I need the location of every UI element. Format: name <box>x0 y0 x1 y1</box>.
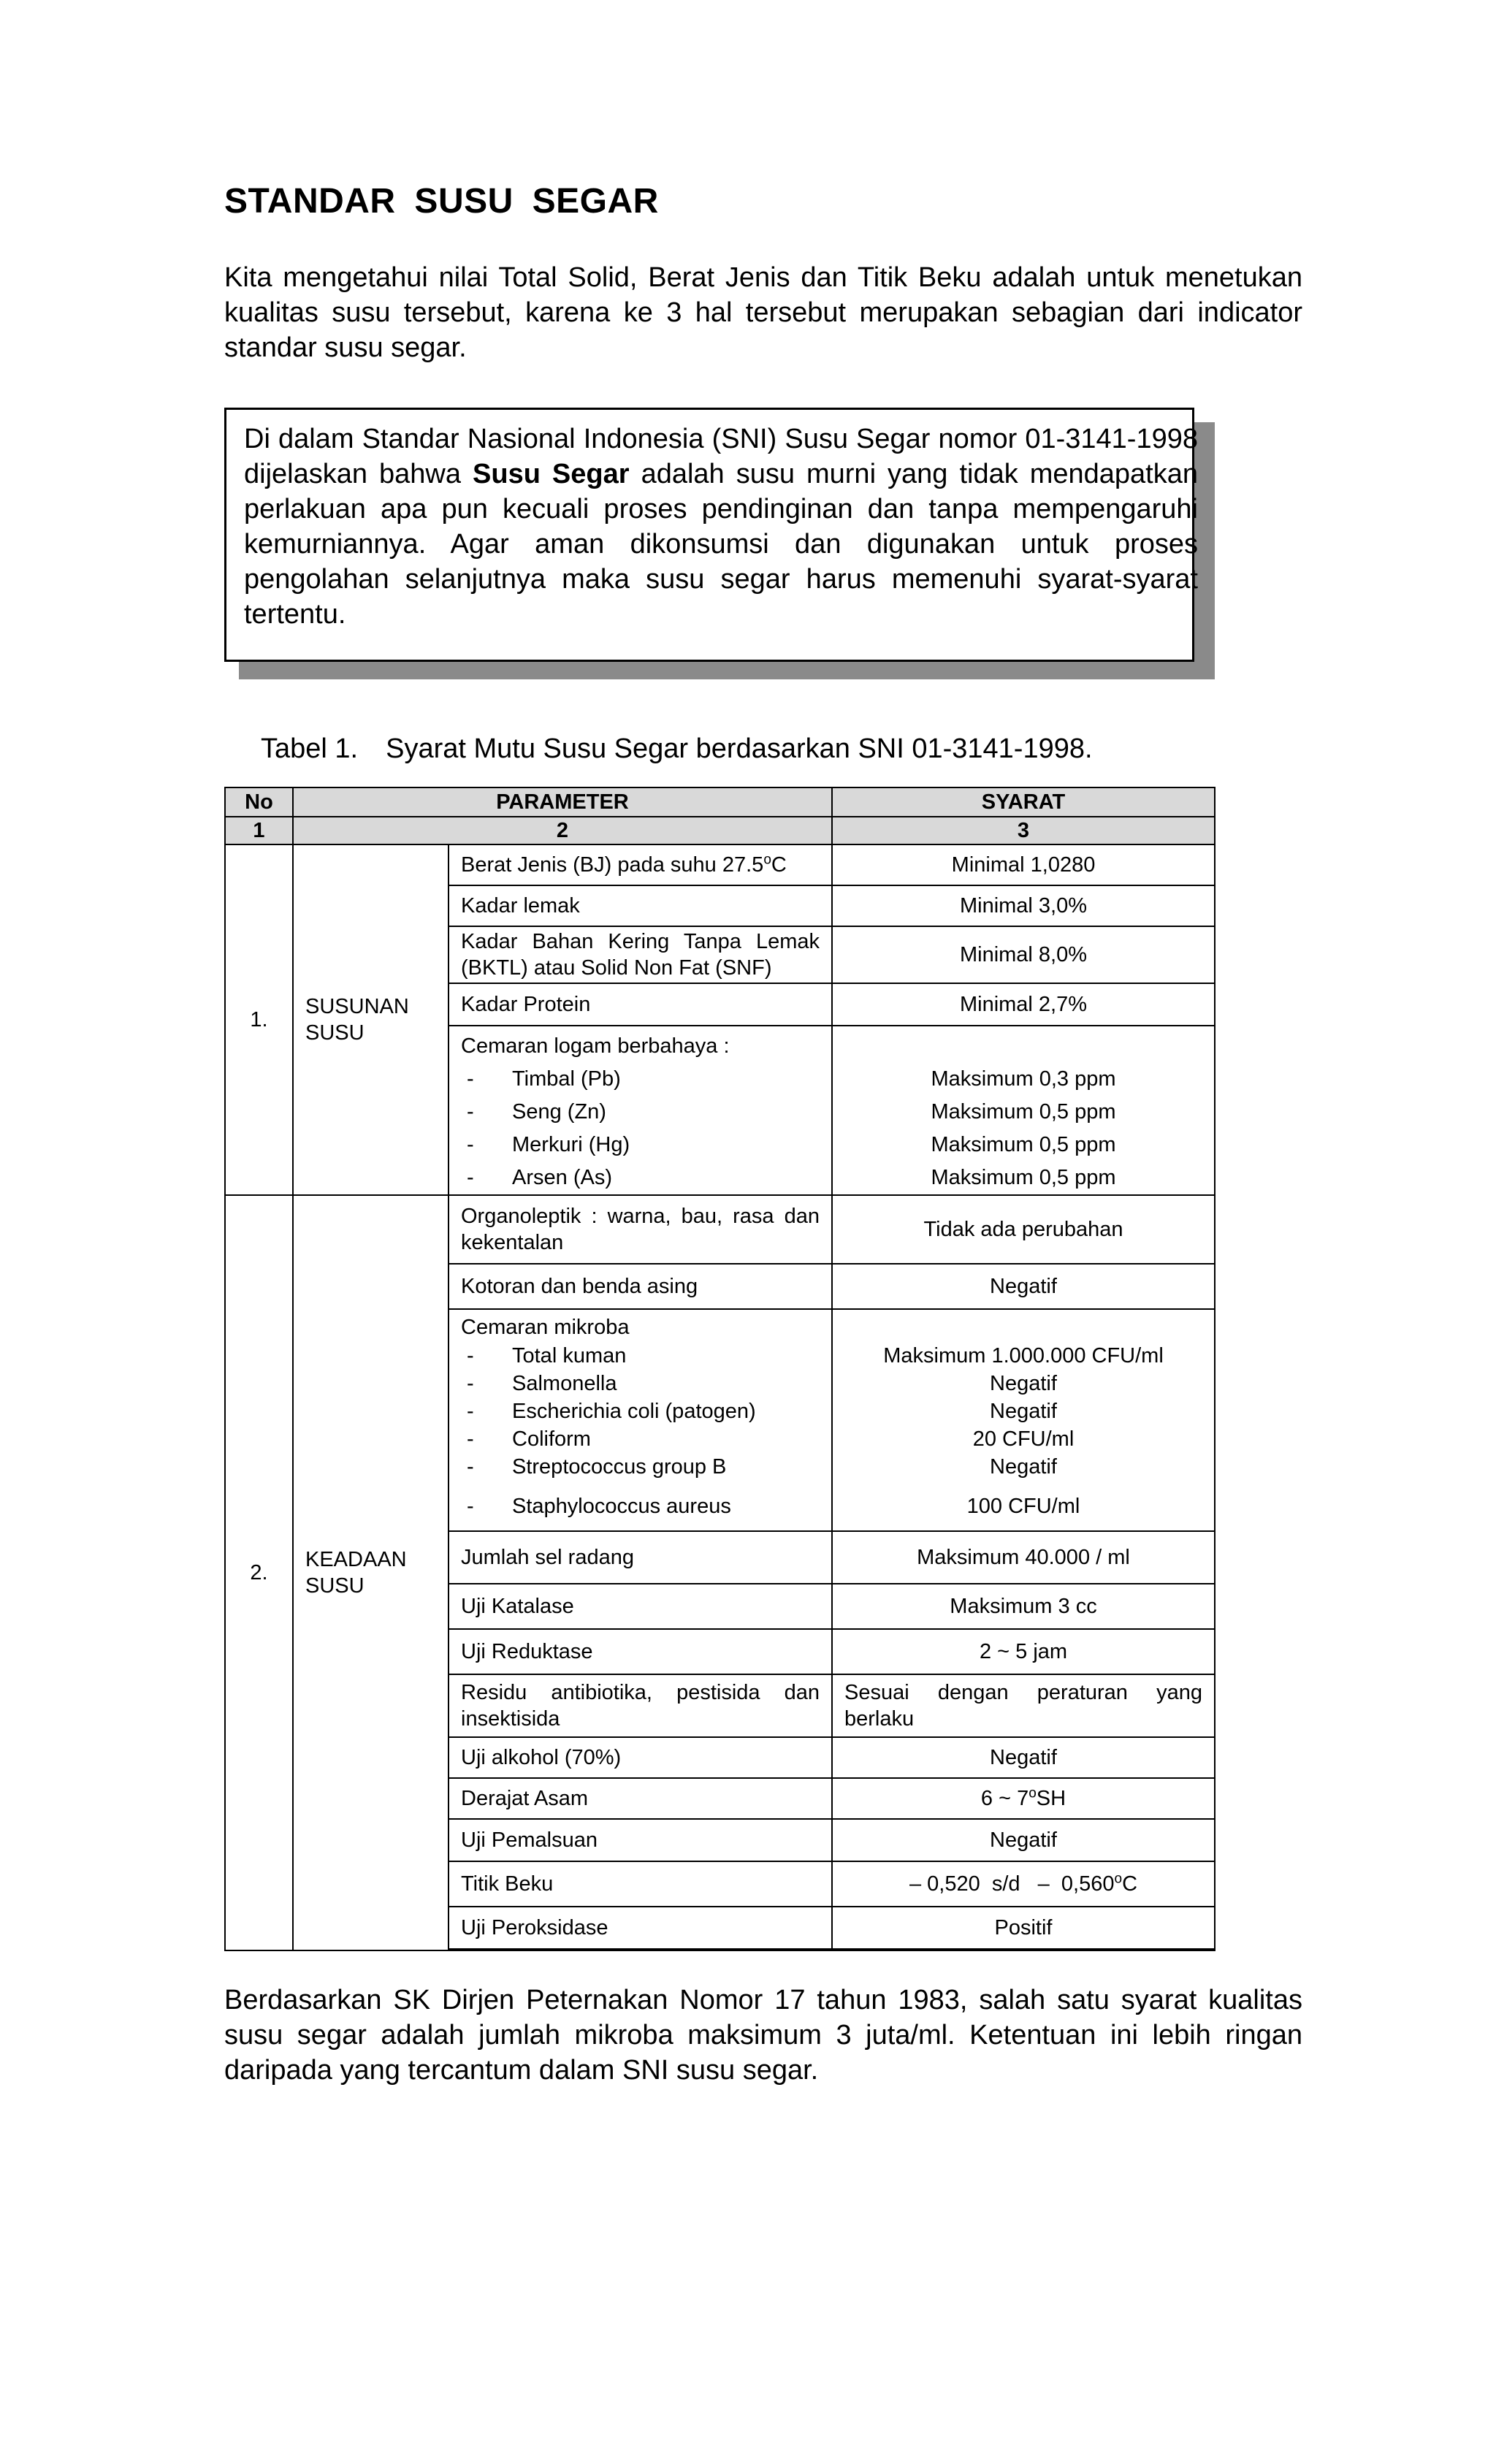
parameter-cell: Uji Katalase <box>449 1584 832 1629</box>
group-number: 1. <box>225 844 293 1195</box>
page-title: STANDAR SUSU SEGAR <box>224 182 659 221</box>
definition-text: Di dalam Standar Nasional Indonesia (SNI) Susu Segar nomor 01-3141-1998 dijelaskan bahwa Susu Segar adalah susu murni yang tidak mendapatkan perlakuan apa pun kecuali proses pendinginan dan tanpa mempengaruhi kemurniannya. Agar aman dikonsumsi dan digunakan untuk proses pengolahan selanjutnya maka susu segar harus memenuhi syarat-syarat tertentu. <box>244 424 1199 630</box>
list-item: - Total kuman <box>467 1344 627 1368</box>
syarat-cell: Maksimum 40.000 / ml <box>832 1531 1215 1584</box>
group-number: 2. <box>225 1195 293 1950</box>
column-number-1: 1 <box>225 817 293 844</box>
parameter-cell: Kotoran dan benda asing <box>449 1264 832 1309</box>
parameter-cell: Uji Pemalsuan <box>449 1819 832 1861</box>
syarat-cell: Minimal 3,0% <box>832 885 1215 926</box>
list-item: - Arsen (As) <box>467 1166 612 1189</box>
list-item: - Merkuri (Hg) <box>467 1133 630 1156</box>
parameter-cell: Titik Beku <box>449 1861 832 1907</box>
header-no: No <box>225 787 293 817</box>
intro-paragraph: Kita mengetahui nilai Total Solid, Berat Jenis dan Titik Beku adalah untuk menetukan kualitas susu tersebut, karena ke 3 hal tersebut merupakan sebagian dari indicator standar susu segar. <box>224 262 1302 363</box>
syarat-cell: Maksimum 3 cc <box>832 1584 1215 1629</box>
syarat-cell: Minimal 8,0% <box>832 926 1215 983</box>
parameter-cell: Uji alkohol (70%) <box>449 1737 832 1778</box>
syarat-cell: Minimal 2,7% <box>832 983 1215 1026</box>
parameter-cell: Uji Reduktase <box>449 1629 832 1674</box>
list-item: - Seng (Zn) <box>467 1100 606 1124</box>
parameter-cell: Residu antibiotika, pestisida dan insektisida <box>449 1674 832 1737</box>
mikroba-label: Cemaran mikroba <box>461 1316 630 1339</box>
group-label: KEADAAN SUSU <box>293 1195 449 1950</box>
parameter-cell: Berat Jenis (BJ) pada suhu 27.5$^o$C <box>449 844 832 885</box>
syarat-cell: 2 ~ 5 jam <box>832 1629 1215 1674</box>
syarat-cell: Tidak ada perubahan <box>832 1195 1215 1264</box>
parameter-cell: Organoleptik : warna, bau, rasa dan kekentalan <box>449 1195 832 1264</box>
table-caption <box>261 733 1093 765</box>
parameter-cell: Jumlah sel radang <box>449 1531 832 1584</box>
table-row <box>225 1195 1215 1264</box>
parameter-cell: Kadar Bahan Kering Tanpa Lemak (BKTL) atau Solid Non Fat (SNF) <box>449 926 832 983</box>
header-parameter: PARAMETER <box>293 787 832 817</box>
logam-label: Cemaran logam berbahaya : <box>461 1034 730 1058</box>
list-item: - Staphylococcus aureus <box>467 1495 731 1518</box>
column-number-3: 3 <box>832 817 1215 844</box>
parameter-cell: Derajat Asam <box>449 1778 832 1819</box>
syarat-cell: Positif <box>832 1907 1215 1949</box>
syarat-cell: Negatif <box>832 1737 1215 1778</box>
syarat-cell: 6 ~ 7$^o$SH <box>832 1778 1215 1819</box>
syarat-cell: Sesuai dengan peraturan yang berlaku <box>832 1674 1215 1737</box>
parameter-cell <box>449 1309 832 1531</box>
syarat-cell: Negatif <box>832 1264 1215 1309</box>
list-item: - Salmonella <box>467 1372 617 1395</box>
syarat-cell: Minimal 1,0280 <box>832 844 1215 885</box>
syarat-cell: Maksimum 0,3 ppm Maksimum 0,5 ppm Maksimum 0,5 ppm Maksimum 0,5 ppm <box>832 1026 1215 1195</box>
header-syarat: SYARAT <box>832 787 1215 817</box>
parameter-cell: Uji Peroksidase <box>449 1907 832 1949</box>
table-caption-number: Tabel 1. <box>261 733 359 764</box>
table-column-number-row <box>225 817 1215 844</box>
syarat-cell: – 0,520 s/d – 0,560$^o$C <box>832 1861 1215 1907</box>
parameter-cell: Kadar lemak <box>449 885 832 926</box>
quality-requirements-table <box>224 787 1216 1951</box>
list-item: - Escherichia coli (patogen) <box>467 1400 756 1423</box>
syarat-cell: Negatif <box>832 1819 1215 1861</box>
closing-paragraph: Berdasarkan SK Dirjen Peternakan Nomor 17 tahun 1983, salah satu syarat kualitas susu segar adalah jumlah mikroba maksimum 3 juta/ml. Ketentuan ini lebih ringan daripada yang tercantum dalam SNI susu segar. <box>224 1985 1302 2086</box>
definition-bold-term: Susu Segar <box>473 459 630 489</box>
table-header-row <box>225 787 1215 817</box>
table-row <box>225 844 1215 885</box>
parameter-cell: Kadar Protein <box>449 983 832 1026</box>
column-number-2: 2 <box>293 817 832 844</box>
table-caption-text: Syarat Mutu Susu Segar berdasarkan SNI 01-3141-1998. <box>386 733 1093 764</box>
group-label: SUSUNAN SUSU <box>293 844 449 1195</box>
list-item: - Coliform <box>467 1427 591 1451</box>
list-item: - Streptococcus group B <box>467 1455 727 1479</box>
definition-box <box>224 408 1199 662</box>
syarat-cell: Maksimum 1.000.000 CFU/ml Negatif Negatif 20 CFU/ml Negatif 100 CFU/ml <box>832 1309 1215 1531</box>
list-item: - Timbal (Pb) <box>467 1067 621 1091</box>
parameter-cell <box>449 1026 832 1195</box>
